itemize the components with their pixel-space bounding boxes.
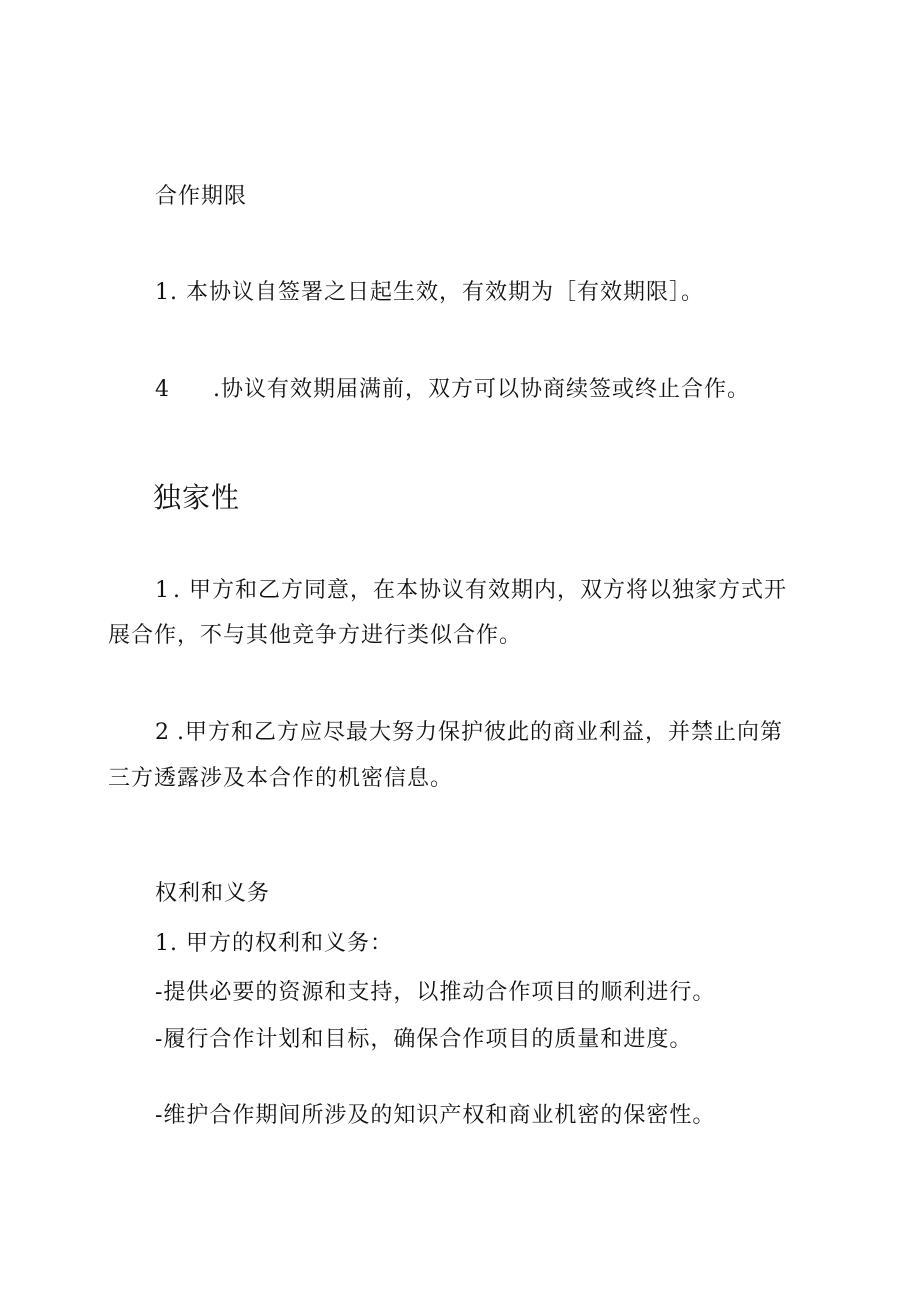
rights-item-1: 1. 甲方的权利和义务： [155,931,393,956]
exclusivity-item-2-text: .甲方和乙方应尽最大努力保护彼此的商业利益，并禁止向第 [177,720,783,745]
exclusivity-item-2-line-1 [155,718,783,748]
exclusivity-item-1-number: 1 [155,578,170,603]
term-item-2-text: .协议有效期届满前，双方可以协商续签或终止合作。 [213,377,750,402]
section-heading-exclusivity: 独家性 [153,481,241,514]
rights-bullet-2: -履行合作计划和目标，确保合作项目的质量和进度。 [155,1027,693,1052]
rights-bullet-3: -维护合作期间所涉及的知识产权和商业机密的保密性。 [155,1103,716,1128]
exclusivity-item-2-number: 2 [155,720,170,745]
exclusivity-item-1-text: . 甲方和乙方同意，在本协议有效期内，双方将以独家方式开 [173,578,787,603]
term-item-2 [155,375,750,405]
exclusivity-item-1-line-1 [155,576,787,606]
term-item-2-number: 4 [155,377,170,402]
exclusivity-item-2-line-2: 三方透露涉及本合作的机密信息。 [108,766,454,791]
term-item-1: 1. 本协议自签署之日起生效，有效期为［有效期限］。 [155,280,704,305]
section-heading-rights: 权利和义务 [155,881,271,906]
rights-bullet-1: -提供必要的资源和支持，以推动合作项目的顺利进行。 [155,980,716,1005]
exclusivity-item-1-line-2: 展合作，不与其他竞争方进行类似合作。 [108,623,523,648]
section-heading-term: 合作期限 [155,184,248,209]
